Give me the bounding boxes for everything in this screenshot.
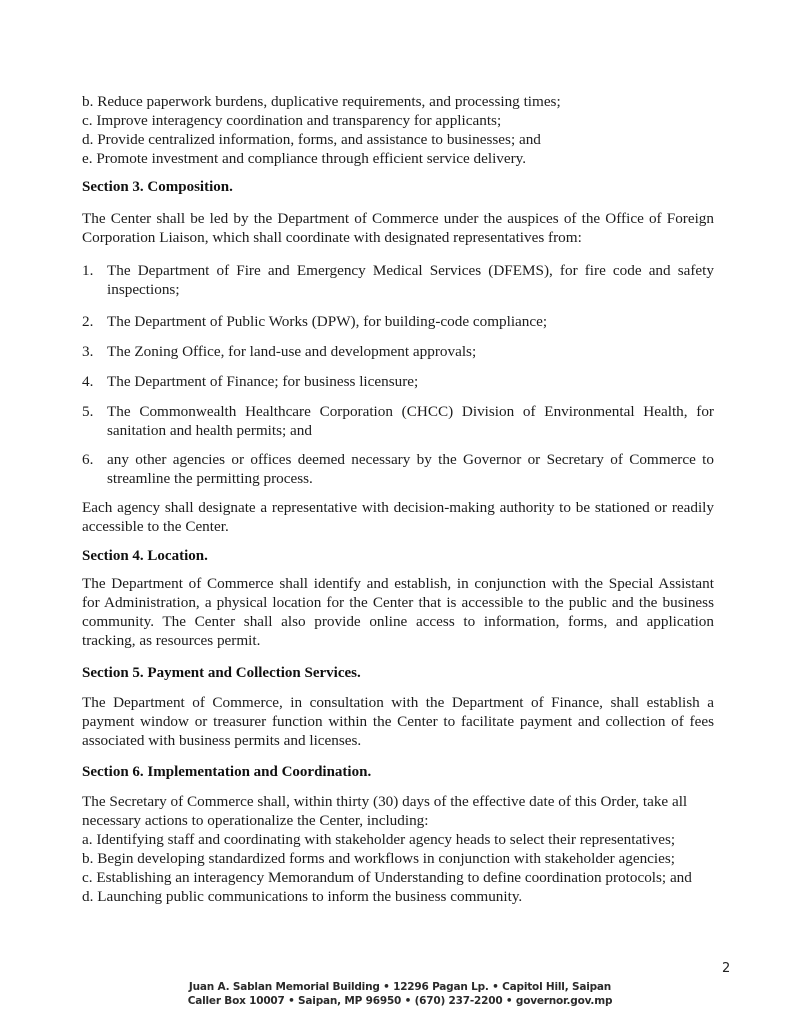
section-4-heading: Section 4. Location. (82, 548, 208, 564)
list-item-chcc-cont: sanitation and health permits; and (107, 422, 312, 439)
section-3-closing-line-1: Each agency shall designate a representative with decision-making authority to be stationed or readily (82, 499, 714, 516)
purpose-item-e: e. Promote investment and compliance through efficient service delivery. (82, 150, 527, 167)
list-number: 3. (82, 343, 94, 360)
section-4-line-1: The Department of Commerce shall identify and establish, in conjunction with the Special Assistant (82, 575, 714, 592)
section-3-intro-line-2: Corporation Liaison, which shall coordinate with designated representatives from: (82, 229, 582, 246)
section-4-line-3: community. The Center shall also provide online access to information, forms, and application (82, 613, 714, 630)
section-5-line-1: The Department of Commerce, in consultation with the Department of Finance, shall establish a (82, 694, 714, 711)
list-item-chcc: The Commonwealth Healthcare Corporation (CHCC) Division of Environmental Health, for (107, 403, 714, 420)
section-3-intro-line-1: The Center shall be led by the Department of Commerce under the auspices of the Office of Foreign (82, 210, 714, 227)
list-number: 5. (82, 403, 94, 420)
purpose-item-b: b. Reduce paperwork burdens, duplicative requirements, and processing times; (82, 93, 561, 110)
list-number: 4. (82, 373, 94, 390)
list-number: 6. (82, 451, 94, 468)
section-5-line-3: associated with business permits and licenses. (82, 732, 362, 749)
section-4-line-4: tracking, as resources permit. (82, 632, 261, 649)
action-item-c: c. Establishing an interagency Memorandum of Understanding to define coordination protocols; and (82, 869, 692, 886)
purpose-item-c: c. Improve interagency coordination and transparency for applicants; (82, 112, 502, 129)
list-item-dpw: The Department of Public Works (DPW), for building-code compliance; (107, 313, 548, 330)
section-4-line-2: for Administration, a physical location for the Center that is accessible to the public and the business (82, 594, 714, 611)
section-6-heading: Section 6. Implementation and Coordination. (82, 764, 372, 780)
list-item-dfems-cont: inspections; (107, 281, 180, 298)
section-5-heading: Section 5. Payment and Collection Services. (82, 665, 361, 681)
list-number: 2. (82, 313, 94, 330)
section-5-line-2: payment window or treasurer function within the Center to facilitate payment and collection of fees (82, 713, 714, 730)
list-number: 1. (82, 262, 94, 279)
list-item-dfems: The Department of Fire and Emergency Medical Services (DFEMS), for fire code and safety (107, 262, 714, 279)
section-3-closing-line-2: accessible to the Center. (82, 518, 229, 535)
section-6-line-1: The Secretary of Commerce shall, within thirty (30) days of the effective date of this Order, take all (82, 793, 688, 810)
footer-address-line-2: Caller Box 10007 • Saipan, MP 96950 • (670) 237-2200 • governor.gov.mp (187, 995, 613, 1007)
list-item-other: any other agencies or offices deemed necessary by the Governor or Secretary of Commerce to (107, 451, 714, 468)
page-number: 2 (722, 961, 731, 976)
section-3-heading: Section 3. Composition. (82, 179, 233, 195)
action-item-b: b. Begin developing standardized forms and workflows in conjunction with stakeholder agencies; (82, 850, 676, 867)
list-item-finance: The Department of Finance; for business licensure; (107, 373, 419, 390)
action-item-a: a. Identifying staff and coordinating with stakeholder agency heads to select their representatives; (82, 831, 676, 848)
purpose-item-d: d. Provide centralized information, forms, and assistance to businesses; and (82, 131, 541, 148)
action-item-d: d. Launching public communications to inform the business community. (82, 888, 523, 905)
section-6-line-2: necessary actions to operationalize the Center, including: (82, 812, 429, 829)
list-item-zoning: The Zoning Office, for land-use and development approvals; (107, 343, 477, 360)
footer-address-line-1: Juan A. Sablan Memorial Building • 12296 Pagan Lp. • Capitol Hill, Saipan (188, 981, 612, 993)
list-item-other-cont: streamline the permitting process. (107, 470, 313, 487)
